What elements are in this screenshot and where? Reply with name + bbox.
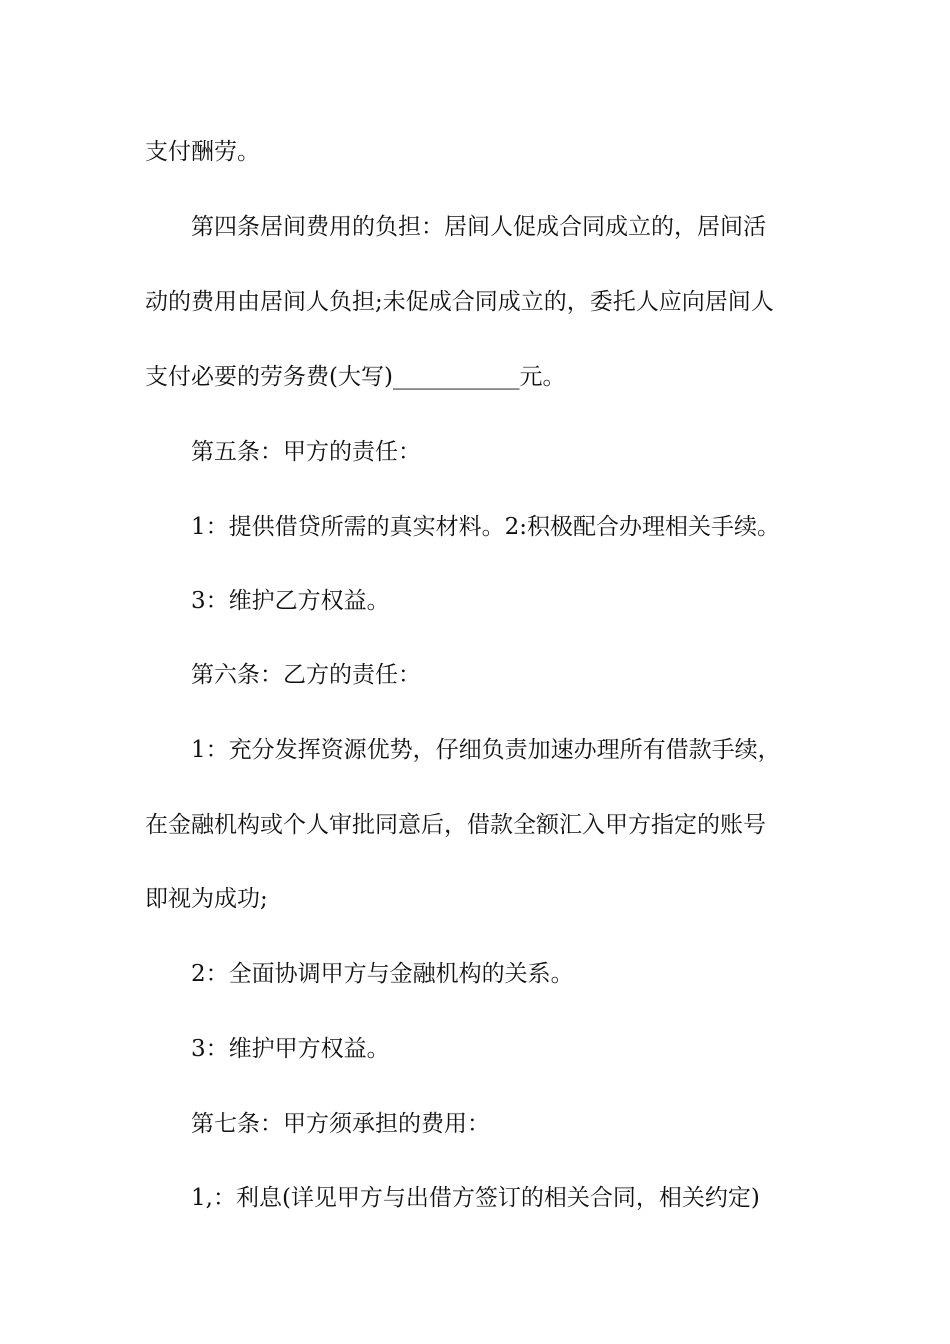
text-line: 3：维护乙方权益。 (191, 588, 390, 614)
text-line: 第五条：甲方的责任： (191, 439, 421, 465)
text-line: 第七条：甲方须承担的费用： (191, 1111, 490, 1137)
text-line: 支付酬劳。 (145, 139, 260, 165)
text-line: 1：提供借贷所需的真实材料。2:积极配合办理相关手续。 (191, 514, 781, 540)
text-line: 第六条：乙方的责任： (191, 662, 421, 688)
text-line: 即视为成功; (145, 886, 268, 912)
text-line: 1：充分发挥资源优势，仔细负责加速办理所有借款手续， (191, 737, 781, 763)
text-line: 2：全面协调甲方与金融机构的关系。 (191, 961, 574, 987)
text-line: 动的费用由居间人负担;未促成合同成立的，委托人应向居间人 (145, 289, 774, 315)
text-line: 第四条居间费用的负担：居间人促成合同成立的，居间活 (191, 214, 766, 240)
text-line: 支付必要的劳务费(大写)___________元。 (145, 364, 566, 390)
text-line: 3：维护甲方权益。 (191, 1036, 390, 1062)
text-line: 在金融机构或个人审批同意后，借款全额汇入甲方指定的账号 (145, 812, 766, 838)
text-line: 1,：利息(详见甲方与出借方签订的相关合同，相关约定) (191, 1185, 760, 1211)
